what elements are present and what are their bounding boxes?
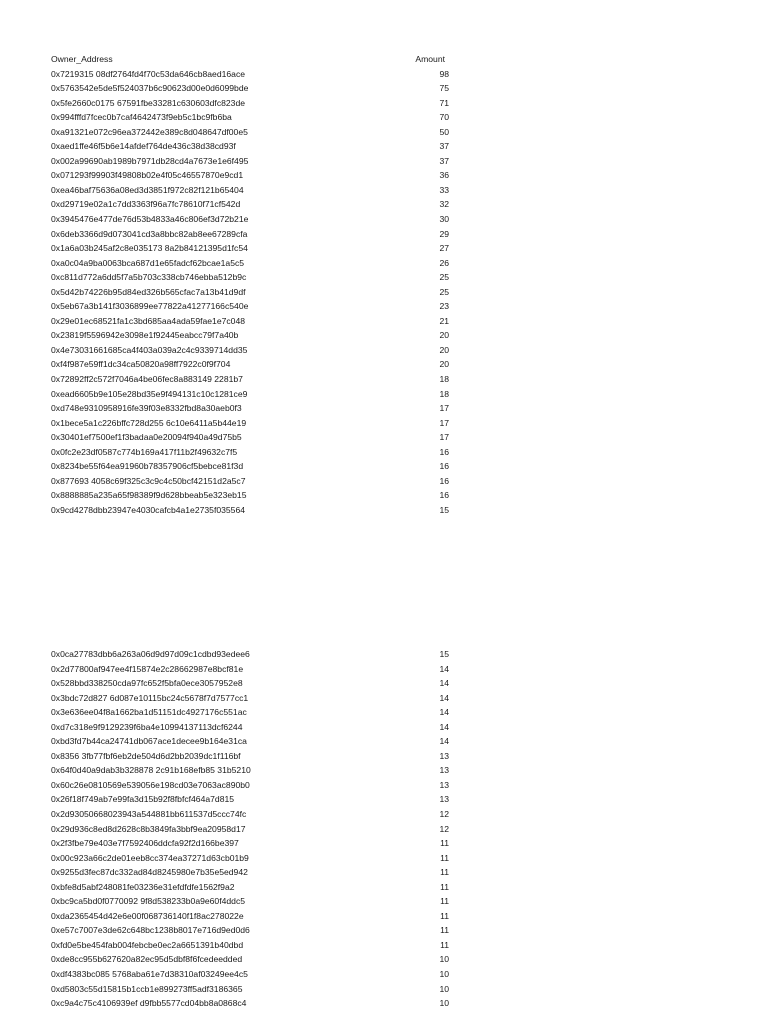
owner-address-cell: 0x00c923a66c2de01eeb8cc374ea37271d63cb01b9 xyxy=(51,852,249,863)
amount-cell: 16 xyxy=(439,490,449,501)
table-row xyxy=(51,357,449,372)
table-row xyxy=(51,894,449,909)
amount-cell: 50 xyxy=(439,126,449,137)
owner-address-cell: 0x5763542e5de5f524037b6c90623d00e0d6099bde xyxy=(51,83,249,94)
amount-cell: 14 xyxy=(439,678,449,689)
amount-cell: 15 xyxy=(439,504,449,515)
amount-cell: 16 xyxy=(439,461,449,472)
owner-address-cell: 0xa91321e072c96ea372442e389c8d048647df00e5 xyxy=(51,126,248,137)
amount-cell: 20 xyxy=(439,344,449,355)
table-row xyxy=(51,110,449,125)
amount-cell: 18 xyxy=(439,374,449,385)
amount-cell: 37 xyxy=(439,155,449,166)
owner-address-cell: 0x2f3fbe79e403e7f7592406ddcfa92f2d166be397 xyxy=(51,838,239,849)
amount-cell: 11 xyxy=(440,867,449,878)
owner-address-cell: 0x8234be55f64ea91960b78357906cf5bebce81f3d xyxy=(51,461,244,472)
table-row xyxy=(51,909,449,924)
amount-cell: 20 xyxy=(439,330,449,341)
owner-address-cell: 0x877693 4058c69f325c3c9c4c50bcf42151d2a5c7 xyxy=(51,475,246,486)
owner-address-cell: 0xde8cc955b627620a82ec95d5dbf8f6fcedeedded xyxy=(51,954,243,965)
table-row xyxy=(51,387,449,402)
table-row xyxy=(51,343,449,358)
table-row xyxy=(51,691,449,706)
amount-cell: 17 xyxy=(439,403,449,414)
table-row xyxy=(51,851,449,866)
amount-cell: 13 xyxy=(439,794,449,805)
owner-address-cell: 0xea46baf75636a08ed3d3851f972c82f121b65404 xyxy=(51,184,244,195)
table-row xyxy=(51,647,449,662)
table-row xyxy=(51,372,449,387)
owner-address-cell: 0x994fffd7fcec0b7caf4642473f9eb5c1bc9fb6ba xyxy=(51,112,232,123)
table-row xyxy=(51,763,449,778)
owner-address-cell: 0x3bdc72d827 6d087e10115bc24c5678f7d7577cc1 xyxy=(51,692,249,703)
table-row xyxy=(51,822,449,837)
owner-address-cell: 0xf4f987e59ff1dc34ca50820a98ff7922c0f9f704 xyxy=(51,359,231,370)
table-row xyxy=(51,445,449,460)
table-row xyxy=(51,967,449,982)
owner-address-cell: 0x2d93050668023943a544881bb611537d5ccc74fc xyxy=(51,809,247,820)
owner-address-cell: 0x6deb3366d9d073041cd3a8bbc82ab8ee67289cfa xyxy=(51,228,248,239)
table-row xyxy=(51,938,449,953)
amount-cell: 14 xyxy=(439,692,449,703)
amount-cell: 14 xyxy=(439,663,449,674)
amount-cell: 17 xyxy=(439,417,449,428)
table-row xyxy=(51,749,449,764)
table-row xyxy=(51,923,449,938)
table-row xyxy=(51,676,449,691)
owner-address-header: Owner_Address xyxy=(51,54,113,64)
table-row xyxy=(51,982,449,997)
table-row xyxy=(51,865,449,880)
table-row xyxy=(51,792,449,807)
owner-address-cell: 0x071293f99903f49808b02e4f05c46557870e9cd1 xyxy=(51,170,244,181)
owner-address-cell: 0x8888885a235a65f98389f9d628bbeab5e323eb15 xyxy=(51,490,247,501)
rows-section-2 xyxy=(51,647,449,1011)
amount-cell: 12 xyxy=(439,823,449,834)
table-row xyxy=(51,778,449,793)
owner-address-cell: 0x9cd4278dbb23947e4030cafcb4a1e2735f035564 xyxy=(51,504,246,515)
owner-address-cell: 0x30401ef7500ef1f3badaa0e20094f940a49d75b5 xyxy=(51,432,242,443)
amount-cell: 70 xyxy=(439,112,449,123)
owner-address-cell: 0x3945476e477de76d53b4833a46c806ef3d72b21e xyxy=(51,214,249,225)
owner-address-cell: 0xbfe8d5abf248081fe03236e31efdfdfe1562f9a2 xyxy=(51,881,235,892)
amount-cell: 11 xyxy=(440,881,449,892)
amount-cell: 23 xyxy=(439,301,449,312)
amount-cell: 14 xyxy=(439,721,449,732)
table-row xyxy=(51,154,449,169)
owner-address-cell: 0x002a99690ab1989b7971db28cd4a7673e1e6f495 xyxy=(51,155,249,166)
owner-address-cell: 0x29d936c8ed8d2628c8b3849fa3bbf9ea20958d17 xyxy=(51,823,246,834)
table-row xyxy=(51,705,449,720)
table-row xyxy=(51,836,449,851)
amount-cell: 27 xyxy=(439,243,449,254)
table-row xyxy=(51,227,449,242)
amount-cell: 11 xyxy=(440,925,449,936)
amount-cell: 10 xyxy=(439,969,449,980)
amount-cell: 11 xyxy=(440,838,449,849)
amount-cell: 20 xyxy=(439,359,449,370)
owner-address-cell: 0xdf4383bc085 5768aba61e7d38310af03249ee4c5 xyxy=(51,969,248,980)
address-table-section-1 xyxy=(51,52,449,518)
table-row xyxy=(51,183,449,198)
table-row xyxy=(51,488,449,503)
owner-address-cell: 0xd748e9310958916fe39f03e8332fbd8a30aeb0f3 xyxy=(51,403,242,414)
amount-cell: 37 xyxy=(439,141,449,152)
amount-cell: 26 xyxy=(439,257,449,268)
amount-cell: 25 xyxy=(439,272,449,283)
owner-address-cell: 0xa0c04a9ba0063bca687d1e65fadcf62bcae1a5c5 xyxy=(51,257,245,268)
owner-address-cell: 0x26f18f749ab7e99fa3d15b92f8fbfcf464a7d815 xyxy=(51,794,235,805)
owner-address-cell: 0x29e01ec68521fa1c3bd685aa4ada59fae1e7c048 xyxy=(51,315,246,326)
table-row xyxy=(51,270,449,285)
table-row xyxy=(51,299,449,314)
amount-cell: 16 xyxy=(439,475,449,486)
amount-cell: 11 xyxy=(440,939,449,950)
owner-address-cell: 0x528bbd338250cda97fc652f5bfa0ece3057952e8 xyxy=(51,678,243,689)
amount-cell: 11 xyxy=(440,910,449,921)
table-row xyxy=(51,503,449,518)
rows-section-1 xyxy=(51,67,449,518)
table-row xyxy=(51,314,449,329)
amount-cell: 13 xyxy=(439,765,449,776)
amount-cell: 15 xyxy=(439,649,449,659)
amount-cell: 36 xyxy=(439,170,449,181)
table-row xyxy=(51,139,449,154)
owner-address-cell: 0x2d77800af947ee4f15874e2c28662987e8bcf81e xyxy=(51,663,244,674)
table-row xyxy=(51,720,449,735)
table-row xyxy=(51,81,449,96)
owner-address-cell: 0x5d42b74226b95d84ed326b565cfac7a13b41d9df xyxy=(51,286,246,297)
table-row xyxy=(51,952,449,967)
amount-cell: 21 xyxy=(439,315,449,326)
owner-address-cell: 0x1bece5a1c226bffc728d255 6c10e6411a5b44e19 xyxy=(51,417,247,428)
owner-address-cell: 0xd5803c55d15815b1ccb1e899273ff5adf3186365 xyxy=(51,983,243,994)
owner-address-cell: 0xbd3fd7b44ca24741db067ace1decee9b164e31ca xyxy=(51,736,247,747)
table-row xyxy=(51,168,449,183)
amount-cell: 33 xyxy=(439,184,449,195)
owner-address-cell: 0x64f0d40a9dab3b328878 2c91b168efb85 31b5210 xyxy=(51,765,251,776)
amount-cell: 10 xyxy=(439,954,449,965)
table-row xyxy=(51,459,449,474)
table-row xyxy=(51,807,449,822)
owner-address-cell: 0xd29719e02a1c7dd3363f96a7fc78610f71cf542d xyxy=(51,199,241,210)
table-row xyxy=(51,328,449,343)
amount-cell: 30 xyxy=(439,214,449,225)
amount-cell: 13 xyxy=(439,779,449,790)
owner-address-cell: 0x7219315 08df2764fd4f70c53da646cb8aed16ace xyxy=(51,68,246,79)
owner-address-cell: 0xe57c7007e3de62c648bc1238b8017e716d9ed0d6 xyxy=(51,925,250,936)
table-row xyxy=(51,474,449,489)
amount-cell: 75 xyxy=(439,83,449,94)
table-row xyxy=(51,197,449,212)
owner-address-cell: 0xda2365454d42e6e00f068736140f1f8ac278022e xyxy=(51,910,244,921)
owner-address-cell: 0xbc9ca5bd0f0770092 9f8d538233b0a9e60f4ddc5 xyxy=(51,896,246,907)
table-row xyxy=(51,96,449,111)
owner-address-cell: 0x23819f5596942e3098e1f92445eabcc79f7a40b xyxy=(51,330,239,341)
owner-address-cell: 0x1a6a03b245af2c8e035173 8a2b84121395d1fc54 xyxy=(51,243,248,254)
owner-address-cell: 0x72892ff2c572f7046a4be06fec8a883149 2281b7 xyxy=(51,374,243,385)
amount-cell: 32 xyxy=(439,199,449,210)
amount-cell: 18 xyxy=(439,388,449,399)
amount-cell: 98 xyxy=(439,68,449,79)
amount-cell: 14 xyxy=(439,707,449,718)
owner-address-cell: 0xc9a4c75c4106939ef d9fbb5577cd04bb8a0868c4 xyxy=(51,998,247,1009)
address-table-section-2 xyxy=(51,647,449,1011)
amount-cell: 10 xyxy=(439,998,449,1009)
owner-address-cell: 0xaed1ffe46f5b6e14afdef764de436c38d38cd93f xyxy=(51,141,236,152)
amount-cell: 10 xyxy=(439,983,449,994)
owner-address-cell: 0x0fc2e23df0587c774b169a417f11b2f49632c7f5 xyxy=(51,446,238,457)
amount-cell: 12 xyxy=(439,809,449,820)
table-row xyxy=(51,401,449,416)
owner-address-cell: 0xc811d772a6dd5f7a5b703c338cb746ebba512b9c xyxy=(51,272,247,283)
table-row xyxy=(51,125,449,140)
amount-header: Amount xyxy=(415,54,445,64)
table-header xyxy=(51,52,449,67)
owner-address-cell: 0xd7c318e9f9129239f6ba4e10994137113dcf6244 xyxy=(51,721,243,732)
table-row xyxy=(51,734,449,749)
table-row xyxy=(51,67,449,82)
owner-address-cell: 0x3e636ee04f8a1662ba1d51151dc4927176c551ac xyxy=(51,707,247,718)
table-row xyxy=(51,285,449,300)
amount-cell: 16 xyxy=(439,446,449,457)
table-row xyxy=(51,241,449,256)
owner-address-cell: 0xead6605b9e105e28bd35e9f494131c10c1281ce9 xyxy=(51,388,248,399)
owner-address-cell: 0x5eb67a3b141f3036899ee77822a41277166c540e xyxy=(51,301,249,312)
table-row xyxy=(51,212,449,227)
amount-cell: 11 xyxy=(440,852,449,863)
owner-address-cell: 0x5fe2660c0175 67591fbe33281c630603dfc823de xyxy=(51,97,246,108)
table-row xyxy=(51,662,449,677)
amount-cell: 14 xyxy=(439,736,449,747)
table-row xyxy=(51,256,449,271)
owner-address-cell: 0x8356 3fb77fbf6eb2de504d6d2bb2039dc1f116bf xyxy=(51,750,241,761)
amount-cell: 13 xyxy=(439,750,449,761)
amount-cell: 25 xyxy=(439,286,449,297)
table-row xyxy=(51,996,449,1011)
owner-address-cell: 0x0ca27783dbb6a263a06d9d97d09c1cdbd93edee6 xyxy=(51,649,250,659)
owner-address-cell: 0x60c26e0810569e539056e198cd03e7063ac890b0 xyxy=(51,779,250,790)
table-row xyxy=(51,416,449,431)
owner-address-cell: 0xfd0e5be454fab004febcbe0ec2a6651391b40dbd xyxy=(51,939,244,950)
owner-address-cell: 0x4e73031661685ca4f403a039a2c4c9339714dd35 xyxy=(51,344,248,355)
table-row xyxy=(51,880,449,895)
amount-cell: 11 xyxy=(440,896,449,907)
amount-cell: 17 xyxy=(439,432,449,443)
amount-cell: 29 xyxy=(439,228,449,239)
amount-cell: 71 xyxy=(439,97,449,108)
table-row xyxy=(51,430,449,445)
owner-address-cell: 0x9255d3fec87dc332ad84d8245980e7b35e5ed942 xyxy=(51,867,248,878)
